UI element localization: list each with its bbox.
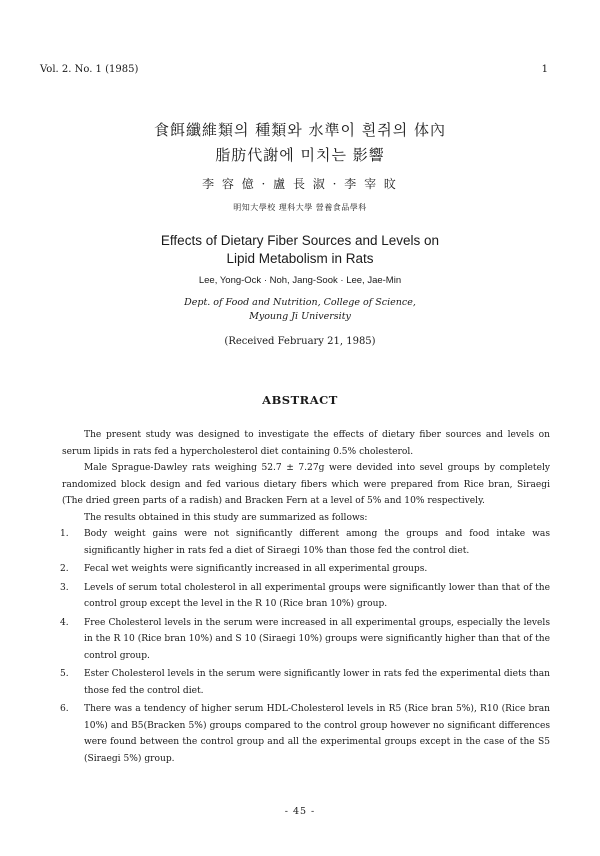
english-title-line-1: Effects of Dietary Fiber Sources and Levels on [160, 233, 440, 248]
result-text: Ester Cholesterol levels in the serum were significantly lower in rats fed the experimental diets than those fed the control diet. [84, 669, 550, 696]
result-text: Body weight gains were not significantly different among the groups and food intake was significantly higher in rats fed a diet of Siraegi 10% than those fed the control diet. [84, 529, 550, 556]
korean-title [0, 118, 600, 168]
result-text: There was a tendency of higher serum HDL-Cholesterol levels in R5 (Rice bran 5%), R10 (Rice bran 10%) and B5(Bracken 5%) groups compared to the control group however no significant differences were found between the control group and all the experimental groups except in the case of the S5 (Siraegi 5%) group. [84, 704, 550, 764]
korean-title-line-1: 食餌纖維類의 種類와 水準이 흰쥐의 体內 [153, 121, 446, 139]
journal-volume: Vol. 2. No. 1 (1985) [40, 64, 139, 75]
result-item [62, 580, 550, 613]
abstract-paragraph: The results obtained in this study are summarized as follows: [84, 512, 368, 523]
abstract-paragraph: Male Sprague-Dawley rats weighing 52.7 ± 7.27g were devided into sevel groups by completely randomized block design and fed various dietary fibers which were prepared from Rice bran, Siraegi (The dried green parts of a radish) and Bracken Fern at a level of 5% and 10% respectively. [62, 463, 550, 506]
english-affiliation [0, 296, 600, 324]
result-number: 1. [60, 529, 69, 539]
english-authors: Lee, Yong-Ock · Noh, Jang-Sook · Lee, Jae-Min [198, 275, 402, 286]
result-number: 6. [60, 704, 69, 714]
english-title [0, 232, 600, 268]
result-text: Fecal wet weights were significantly increased in all experimental groups. [84, 564, 428, 574]
result-item [62, 526, 550, 559]
result-item [62, 701, 550, 767]
affiliation-line-1: Dept. of Food and Nutrition, College of Science, [184, 297, 416, 308]
result-number: 3. [60, 582, 69, 593]
result-number: 5. [60, 669, 69, 679]
page-number: 1 [541, 64, 548, 75]
result-number: 4. [60, 617, 69, 628]
received-date: (Received February 21, 1985) [224, 336, 376, 347]
abstract-paragraph: The present study was designed to investigate the effects of dietary fiber sources and levels on serum lipids in rats fed a hypercholesterol diet containing 0.5% cholesterol. [62, 430, 550, 457]
korean-authors: 李 容 億 · 盧 長 淑 · 李 宰 旼 [202, 177, 398, 191]
result-item [62, 561, 550, 578]
abstract-body [62, 427, 550, 769]
result-item [62, 615, 550, 665]
affiliation-line-2: Myoung Ji University [249, 311, 351, 322]
result-number: 2. [60, 564, 69, 574]
results-list [62, 526, 550, 767]
abstract-heading: ABSTRACT [262, 393, 338, 407]
footer-page-number: - 45 - [284, 806, 316, 817]
result-item [62, 666, 550, 699]
result-text: Free Cholesterol levels in the serum were increased in all experimental groups, especially the levels in the R 10 (Rice bran 10%) and S 10 (Siraegi 10%) groups were significantly higher than that of the control group. [84, 617, 550, 661]
korean-title-line-2: 脂肪代謝에 미치는 影響 [215, 146, 385, 164]
result-text: Levels of serum total cholesterol in all experimental groups were significantly lower than that of the control group except the level in the R 10 (Rice bran 10%) group. [84, 582, 550, 609]
korean-affiliation: 明知大學校 理科大學 營養食品學科 [233, 203, 367, 212]
english-title-line-2: Lipid Metabolism in Rats [226, 251, 374, 266]
